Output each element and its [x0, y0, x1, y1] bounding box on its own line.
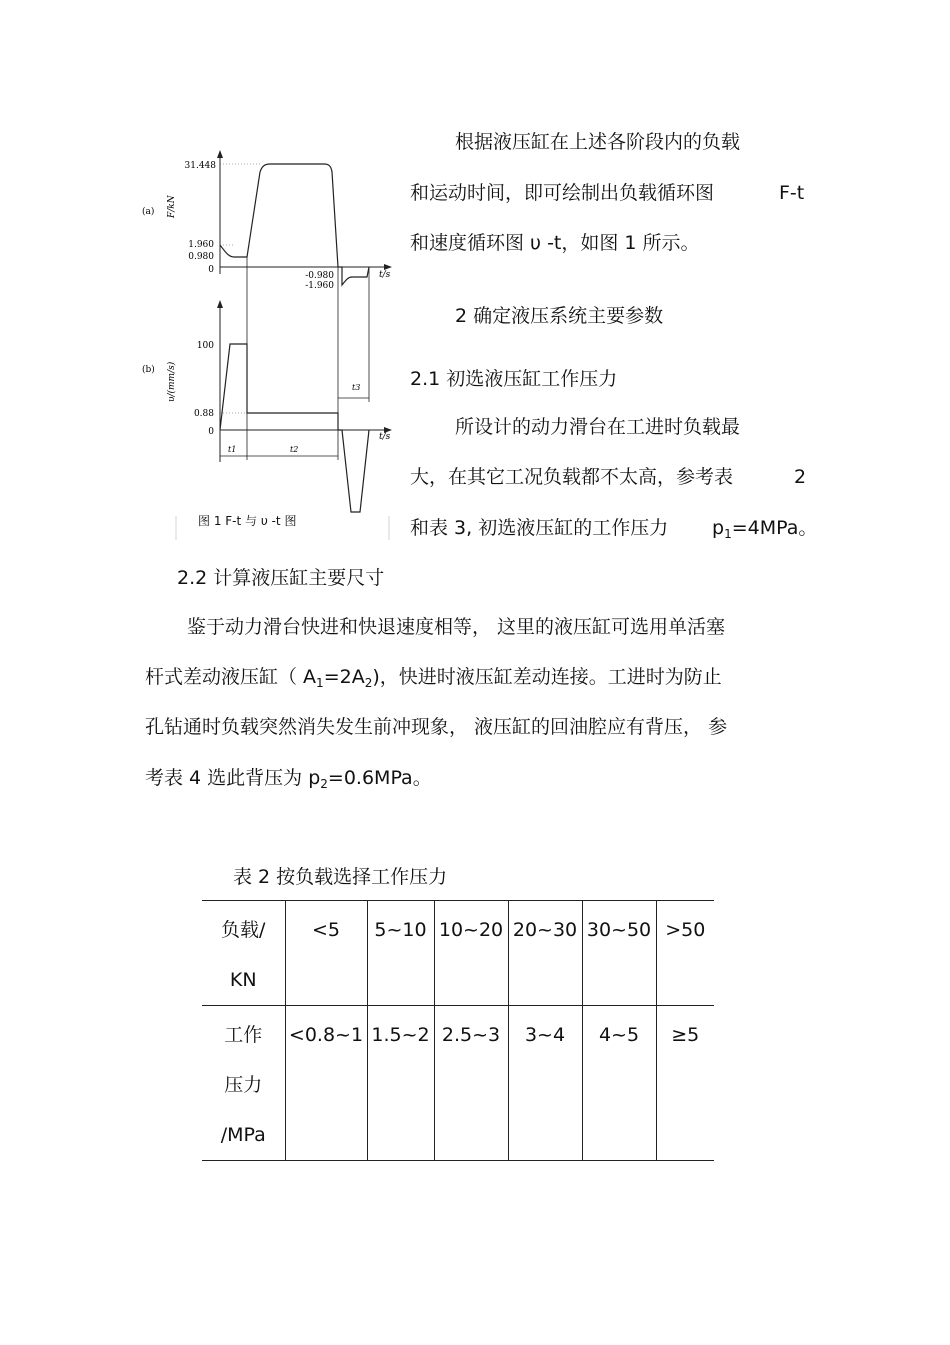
- panel-a-y-arrow: [217, 150, 223, 158]
- section-2-heading: 2 确定液压系统主要参数: [455, 305, 664, 327]
- para2-line3: 和表 3, 初选液压缸的工作压力: [410, 517, 669, 539]
- load-cell: 30~50: [582, 901, 656, 1006]
- tick-0-a: 0: [208, 265, 214, 275]
- load-cell: >50: [656, 901, 714, 1006]
- figure-1: [138, 140, 400, 540]
- para3-line1: 鉴于动力滑台快进和快退速度相等， 这里的液压缸可选用单活塞: [187, 616, 726, 638]
- panel-b-y-arrow: [217, 300, 223, 308]
- table-row-load: [202, 901, 714, 1006]
- load-cell: 5~10: [367, 901, 434, 1006]
- velocity-curve: [220, 344, 369, 512]
- section-2-2-heading: 2.2 计算液压缸主要尺寸: [177, 567, 385, 589]
- panel-a-tag: (a): [142, 207, 155, 217]
- tick-100: 100: [196, 341, 214, 351]
- panel-a-xlabel: t/s: [379, 270, 391, 280]
- pressure-cell: 1.5~2: [367, 1006, 434, 1161]
- table-2-caption: 表 2 按负载选择工作压力: [233, 866, 448, 888]
- load-cell: 10~20: [434, 901, 508, 1006]
- load-velocity-diagram: [138, 140, 400, 540]
- para1-line3: 和速度循环图 υ -t，如图 1 所示。: [410, 232, 700, 254]
- load-cell: 20~30: [508, 901, 582, 1006]
- panel-b-ylabel: υ/(mm/s): [167, 361, 177, 402]
- tick-0980: 0.980: [188, 252, 214, 262]
- tick-1960: 1.960: [188, 240, 214, 250]
- load-cell: <5: [285, 901, 367, 1006]
- table-row-pressure: [202, 1006, 714, 1161]
- panel-b-xlabel: t/s: [379, 432, 391, 442]
- para2-line1: 所设计的动力滑台在工进时负载最: [455, 416, 741, 438]
- para2-table-ref: 2: [794, 466, 807, 488]
- section-2-1-heading: 2.1 初选液压缸工作压力: [410, 368, 618, 390]
- pressure-selection-table: [202, 900, 714, 1161]
- pressure-p1: $p_1=4MPa$。: [712, 517, 818, 541]
- para1-line2: 和运动时间，即可绘制出负载循环图: [410, 182, 715, 204]
- pressure-cell: 2.5~3: [434, 1006, 508, 1161]
- para1-line1: 根据液压缸在上述各阶段内的负载: [455, 131, 741, 153]
- header-pressure-label: 工作 压力 /MPa: [202, 1006, 285, 1161]
- tick-0-b: 0: [208, 427, 214, 437]
- pressure-cell: 3~4: [508, 1006, 582, 1161]
- tick-31448: 31.448: [184, 161, 216, 171]
- para3-line4: 考表 4 选此背压为 $p_2=0.6MPa$。: [145, 767, 432, 791]
- panel-a-ylabel: F/kN: [167, 195, 177, 218]
- pressure-cell: 4~5: [582, 1006, 656, 1161]
- para1-ft: F-t: [779, 182, 805, 204]
- panel-b-tag: (b): [142, 365, 155, 375]
- label-t1: t1: [228, 445, 237, 454]
- label-t2: t2: [290, 445, 299, 454]
- tick-088: 0.88: [193, 409, 214, 419]
- header-load-label: 负载/ KN: [202, 901, 285, 1006]
- pressure-cell: <0.8~1: [285, 1006, 367, 1161]
- pressure-cell: ≥5: [656, 1006, 714, 1161]
- neg-tick-0980: -0.980: [305, 271, 334, 281]
- para3-line3: 孔钻通时负载突然消失发生前冲现象， 液压缸的回油腔应有背压， 参: [145, 716, 728, 738]
- para3-line2: 杆式差动液压缸（ $A_1=2A_2$)，快进时液压缸差动连接。工进时为防止: [145, 666, 722, 690]
- figure-caption: 图 1 F-t 与 υ -t 图: [198, 514, 297, 528]
- para2-line2: 大，在其它工况负载都不太高，参考表: [410, 466, 734, 488]
- label-t3: t3: [352, 383, 361, 392]
- neg-tick-1960: -1.960: [305, 281, 334, 291]
